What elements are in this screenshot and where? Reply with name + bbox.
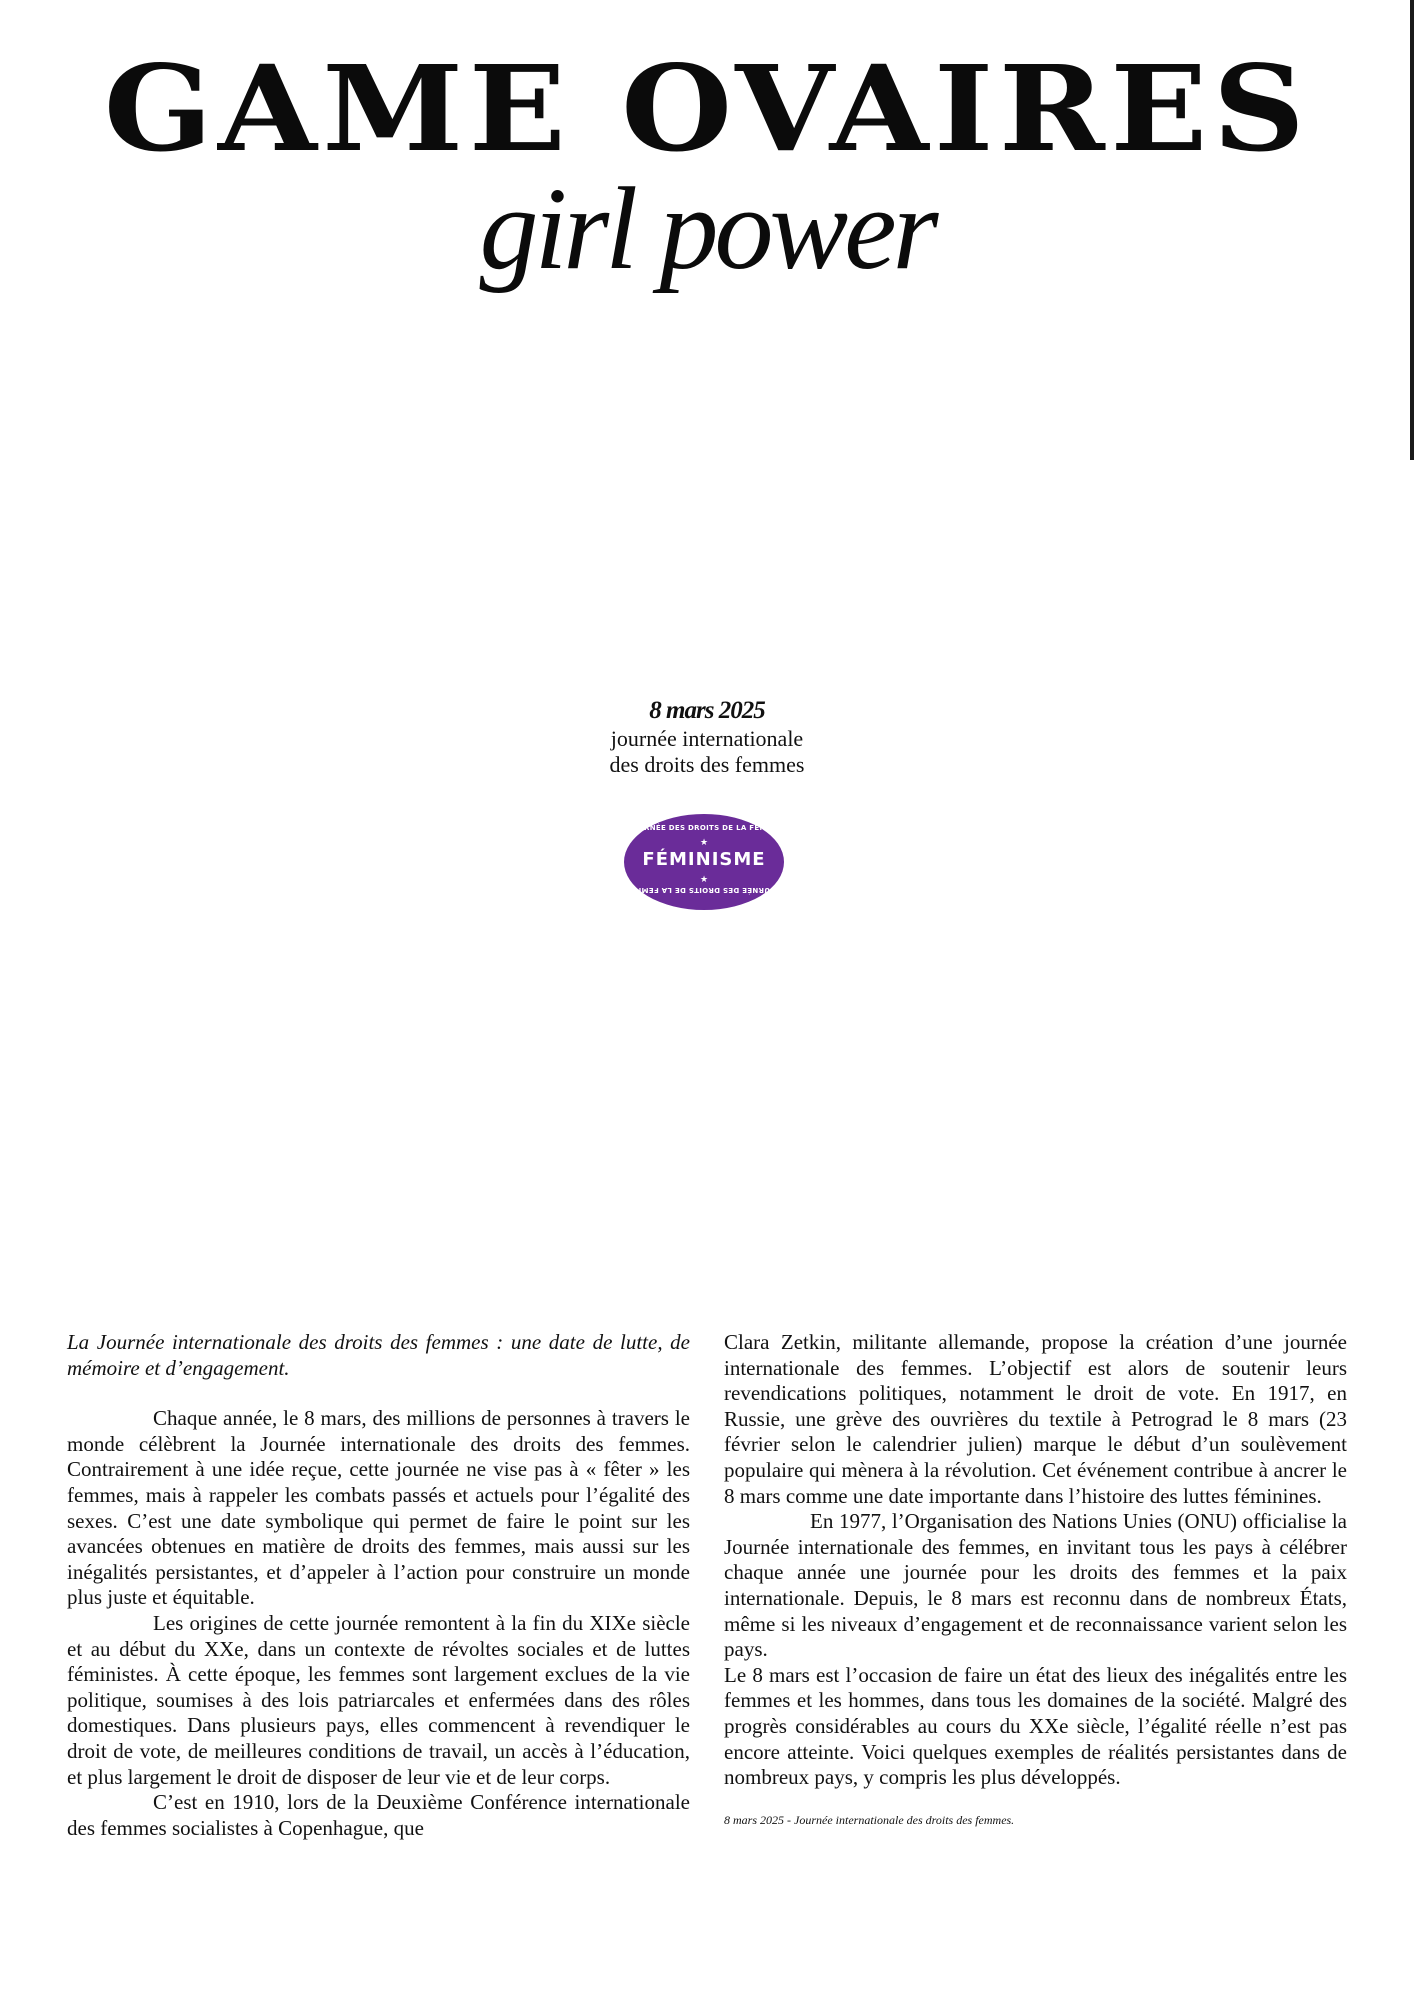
masthead xyxy=(0,39,1414,294)
article-paragraph: Clara Zetkin, militante allemande, propose la création d’une journée internationale des femmes. L’objectif est alors de soutenir leurs revendications politiques, notamment le droit de vote. En 1917, en Russie, une grève des ouvrières du textile à Petrograd le 8 mars (23 février selon le calendrier julien) marque le début d’un soulèvement populaire qui mènera à la révolution. Cet événement contribue à ancrer le 8 mars comme une date importante dans l’histoire des luttes féminines. xyxy=(724,1330,1347,1508)
masthead-subtitle: girl power xyxy=(479,163,935,294)
article-paragraph: Les origines de cette journée remontent à la fin du XIXe siècle et au début du XXe, dans un contexte de révoltes sociales et de luttes féministes. À cette époque, les femmes sont largement exclues de la vie politique, soumises à des lois patriarcales et enfermées dans des rôles domestiques. Dans plusieurs pays, elles commencent à revendiquer le droit de vote, de meilleures conditions de travail, un accès à l’éducation, et plus largement le droit de disposer de leur vie et de leur corps. xyxy=(67,1610,690,1789)
article-paragraph: En 1977, l’Organisation des Nations Unies (ONU) officialise la Journée internationale des femmes, en invitant tous les pays à célébrer chaque année une journée pour les droits des femmes et la paix internationale. Depuis, le 8 mars est reconnu dans de nombreux États, même si les niveaux d’engagement et de reconnaissance varient selon les pays. xyxy=(724,1509,1347,1662)
star-icon: ★ xyxy=(699,874,709,884)
article-paragraph: Le 8 mars est l’occasion de faire un état des lieux des inégalités entre les femmes et les hommes, dans tous les domaines de la société. Malgré des progrès considérables au cours du XXe siècle, l’égalité réelle n’est pas encore atteinte. Voici quelques exemples de réalités persistantes dans de nombreux pays, y compris les plus développés. xyxy=(724,1662,1347,1790)
feminisme-badge xyxy=(624,814,784,910)
article-column-left xyxy=(67,1330,690,1841)
article-lead: La Journée internationale des droits des femmes : une date de lutte, de mémoire et d’engagement. xyxy=(67,1330,690,1380)
badge-main-text: FÉMINISME xyxy=(642,849,766,870)
star-icon: ★ xyxy=(699,837,709,847)
badge-top-text: JOURNÉE DES DROITS DE LA FEMME xyxy=(628,824,780,832)
event-date: 8 mars 2025 xyxy=(649,697,765,724)
badge-bottom-text: JOURNÉE DES DROITS DE LA FEMME xyxy=(628,886,780,894)
event-title-line-2: des droits des femmes xyxy=(609,752,805,778)
article-paragraph: Chaque année, le 8 mars, des millions de personnes à travers le monde célèbrent la Journée internationale des droits des femmes. Contrairement à une idée reçue, cette journée ne vise pas à « fêter » les femmes, mais à rappeler les combats passés et actuels pour l’égalité des sexes. C’est une date symbolique qui permet de faire le point sur les avancées obtenues en matière de droits des femmes, mais aussi sur les inégalités persistantes, et d’appeler à l’action pour construire un monde plus juste et équitable. xyxy=(67,1406,690,1610)
article-paragraph: C’est en 1910, lors de la Deuxième Conférence internationale des femmes socialistes à Copenhague, que xyxy=(67,1790,690,1840)
masthead-title: GAME OVAIRES xyxy=(103,39,1311,178)
article-column-right xyxy=(724,1330,1347,1827)
date-block xyxy=(0,696,1414,779)
event-title-line-1: journée internationale xyxy=(610,726,804,751)
footer-note: 8 mars 2025 - Journée internationale des droits des femmes. xyxy=(724,1812,1015,1827)
